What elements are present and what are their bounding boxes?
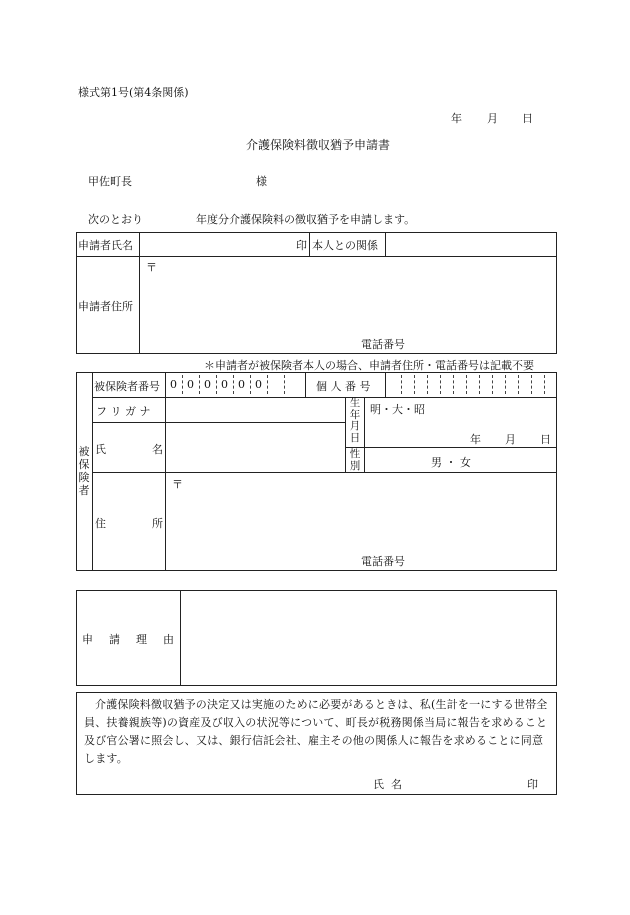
- digit-6: 0: [255, 378, 262, 391]
- digit-2: 0: [187, 378, 194, 391]
- addressee-name: 甲佐町長: [88, 175, 132, 188]
- applicant-address-label: 申請者住所: [78, 300, 133, 313]
- birth-year: 年: [470, 433, 481, 446]
- reason-field[interactable]: [184, 594, 553, 682]
- applicant-address-field[interactable]: [143, 274, 553, 332]
- intro-text: 年度分介護保険料の徴収猶予を申請します。: [196, 213, 416, 226]
- applicant-phone-label: 電話番号: [361, 338, 405, 351]
- applicant-name-label: 申請者氏名: [78, 239, 133, 252]
- date-month: 月: [487, 112, 498, 125]
- insured-address-field[interactable]: [169, 490, 553, 548]
- consent-text: 介護保険料徴収猶予の決定又は実施のために必要があるときは、私(生計を一にする世帯全員、扶養親族等)の資産及び収入の状況等について、町長が税務関係当局に報告を求めること及び官公署に照会し、又は、銀行信託会社、雇主その他の関係人に報告を求めることに同意します。: [84, 698, 548, 765]
- applicant-postal-mark: 〒: [146, 261, 157, 274]
- digit-5: 0: [238, 378, 245, 391]
- digit-3: 0: [204, 378, 211, 391]
- digit-4: 0: [221, 378, 228, 391]
- intro-lead: 次のとおり: [88, 213, 143, 226]
- insured-phone-label: 電話番号: [361, 555, 405, 568]
- date-year: 年: [451, 112, 462, 125]
- page-title: 介護保険料徴収猶予申請書: [246, 138, 391, 152]
- insured-postal-mark: 〒: [172, 478, 183, 491]
- addressee-honorific: 様: [256, 175, 267, 188]
- relation-label: 本人との関係: [312, 239, 378, 252]
- individual-number-field[interactable]: [388, 375, 554, 394]
- birth-month: 月: [505, 433, 516, 446]
- insured-side-label: 被保険者: [78, 445, 90, 497]
- relation-field[interactable]: [389, 235, 553, 254]
- insured-name-field[interactable]: [169, 425, 342, 469]
- signature-name-label: 氏 名: [373, 778, 402, 791]
- signature-seal: 印: [527, 778, 538, 791]
- insured-name-label-a: 氏: [95, 443, 106, 456]
- furigana-label: フ リ ガ ナ: [96, 405, 151, 418]
- applicant-seal: 印: [296, 239, 307, 252]
- sex-label: 性別: [349, 448, 361, 472]
- insured-number-label: 被保険者番号: [94, 380, 160, 393]
- insured-name-label-b: 名: [152, 443, 163, 456]
- reason-label: 申 請 理 由: [82, 633, 177, 646]
- insured-address-label-a: 住: [95, 517, 106, 530]
- digit-1: 0: [170, 378, 177, 391]
- signature-name-field[interactable]: [418, 772, 518, 790]
- insured-number-field[interactable]: [168, 375, 303, 394]
- individual-number-label: 個 人 番 号: [316, 380, 371, 393]
- era-options: 明・大・昭: [370, 403, 425, 416]
- sex-options[interactable]: 男 ・ 女: [431, 456, 471, 469]
- birth-day: 日: [540, 433, 551, 446]
- note: ＊申請者が被保険者本人の場合、申請者住所・電話番号は記載不要: [204, 359, 534, 372]
- date-day: 日: [522, 112, 533, 125]
- birth-label: 生年月日: [349, 397, 361, 444]
- applicant-name-field[interactable]: [143, 235, 303, 254]
- insured-address-label-b: 所: [152, 517, 163, 530]
- furigana-field[interactable]: [169, 400, 342, 419]
- form-id: 様式第1号(第4条関係): [78, 86, 189, 99]
